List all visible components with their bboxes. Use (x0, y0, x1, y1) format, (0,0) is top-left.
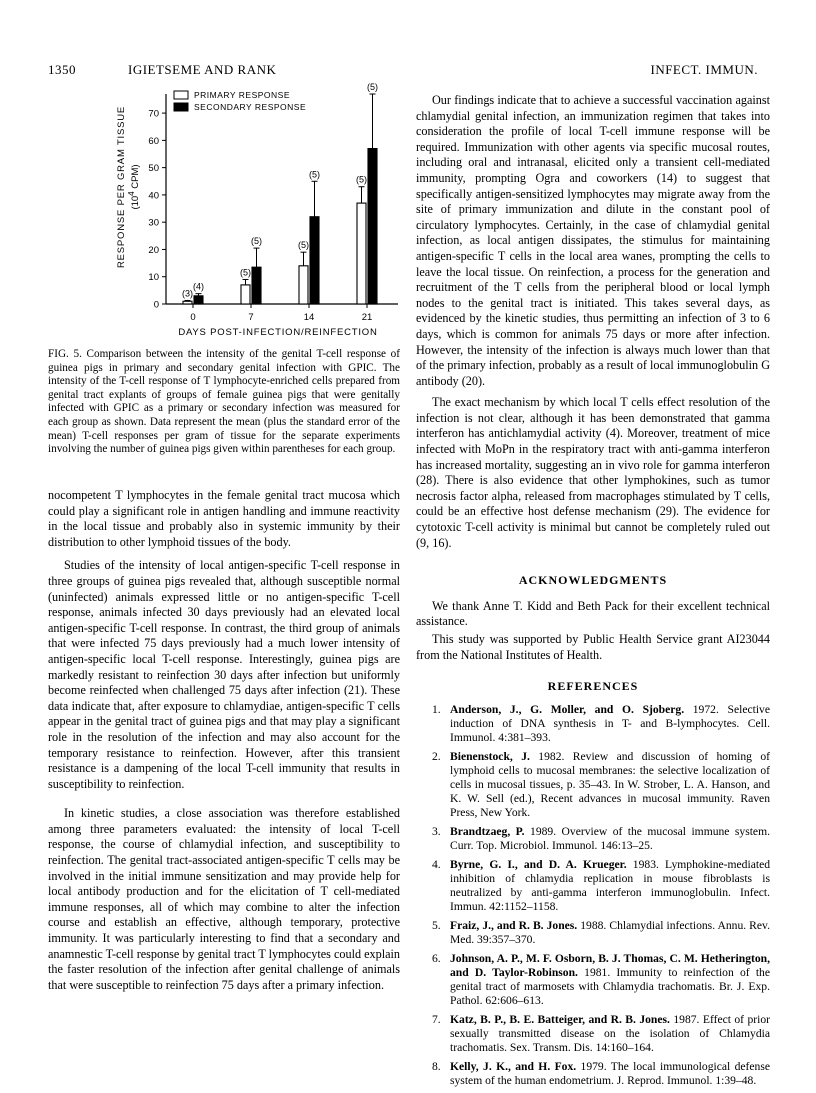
left-paragraph-1: nocompetent T lymphocytes in the female genital tract mucosa which could play a significant role in antigen handling and immune reactivity in the local tissue and probably also in systemic immunity by their distribution to other lymphoid tissues of the body. (48, 488, 400, 549)
bar-secondary-day-0 (194, 296, 203, 304)
y-tick-label: 20 (148, 244, 159, 256)
right-paragraph-1: Our findings indicate that to achieve a successful vaccination against chlamydial genital infection, an immunization regimen that takes into consideration the profile of local T-cell immune response will be required. Immunization with other agents via specific mucosal routes, including oral and intranasal, elicited only a transient cell-mediated immunity, prompting Ogra and coworkers (14) to suggest that specifically antigen-sensitized lymphocytes may migrate away from the site of primary immunization and dilute in the constant pool of circulatory lymphocytes. Certainly, in the case of chlamydial genital infection, as local antigen dissipates, the stimulus for maintaining antigen-specific T cells in the local area wanes, prompting the cells to leave the local tissue. On reinfection, a process for the generation and recruitment of the T cells from the peripheral blood or local lymph nodes to the genital tract is initiated. This takes several days, as evidenced by the kinetic studies, thus permitting an infection of 3 to 6 days, which is common for animals 75 days or more after infection. However, the intensity of the infection is always much lower than that of the primary infection, probably as a result of local immunoglobulin G antibody (20). (416, 93, 770, 388)
reference-item: 4. Byrne, G. I., and D. A. Krueger. 1983. Lymphokine-mediated inhibition of chlamydia replication in mouse fibroblasts is neutralized by anti-gamma interferon immunoglobulin. Infect. Immun. 42:1152–1158. (432, 857, 771, 913)
left-column (48, 488, 400, 993)
left-paragraph-2: Studies of the intensity of local antigen-specific T-cell response in three groups of guinea pigs revealed that, although susceptible normal (uninfected) animals expressed little or no antigen-specific T-cell response, animals infected 30 days previously had an elevated local antigen-specific T-cell response. In contrast, the third group of animals that were infected 75 days previously had a much lower intensity of antigen-specific local T-cell response. Interestingly, guinea pigs are markedly resistant to reinfection 30 days after infection but uniformly become reinfected when challenged 75 days after infection (21). These data indicate that, after exposure to chlamydiae, antigen-specific T cells appear in the genital tract of guinea pigs and that may play a significant role in the resolution of the infection and may also account for the temporary resistance to reinfection. However, after this transient resistance is a dampening of the local T-cell immunity that results in susceptibility to reinfection. (48, 558, 400, 791)
bar-primary-day-0 (183, 301, 192, 304)
bar-primary-day-7 (241, 285, 250, 304)
reference-item: 5. Fraiz, J., and R. B. Jones. 1988. Chlamydial infections. Annu. Rev. Med. 39:357–370. (432, 918, 770, 946)
legend-label-secondary: SECONDARY RESPONSE (194, 102, 307, 112)
y-tick-label: 0 (153, 299, 159, 311)
y-tick-label: 50 (148, 163, 159, 175)
legend-swatch-primary (174, 91, 188, 99)
figure-caption: FIG. 5. Comparison between the intensity of the genital T-cell response of guinea pigs in primary and secondary genital infection with GPIC. The intensity of the T-cell response of T lymphocyte-enriched cells prepared from genital tract explants of groups of female guinea pigs that were genitally infected with GPIC as a primary or secondary infection was measured for each group as shown. Data represent the mean (plus the standard error of the mean) T-cell responses per gram of tissue for the separate experiments involving the number of guinea pigs given within parentheses for each group. (48, 348, 400, 456)
bar-primary-day-14 (299, 266, 308, 304)
group-size-label: (5) (298, 240, 309, 251)
figure-caption-block (48, 348, 400, 457)
y-tick-label: 40 (148, 190, 159, 202)
group-size-label: (5) (251, 236, 262, 247)
right-column (416, 93, 770, 1093)
references-heading: REFERENCES (547, 679, 639, 694)
acknowledgments-text-1: We thank Anne T. Kidd and Beth Pack for their excellent technical assistance. (416, 598, 770, 629)
reference-list (416, 703, 770, 1088)
x-axis-label: DAYS POST-INFECTION/REINFECTION (178, 327, 378, 338)
y-tick-label: 10 (148, 272, 159, 284)
y-tick-label: 30 (148, 217, 159, 229)
page-number: 1350 (48, 62, 76, 77)
legend-swatch-secondary (174, 103, 188, 111)
running-head-authors: IGIETSEME AND RANK (128, 62, 277, 77)
bar-secondary-day-14 (310, 217, 319, 304)
group-size-label: (5) (367, 82, 378, 92)
running-head-journal: INFECT. IMMUN. (650, 62, 758, 77)
group-size-label: (4) (193, 281, 204, 292)
right-paragraph-2: The exact mechanism by which local T cells effect resolution of the infection is not clear, although it has been demonstrated that gamma interferon has antichlamydial activity (4). Moreover, treatment of mice infected with MoPn in the respiratory tract with anti-gamma interferon has increased mortality, suggesting an in vivo role for gamma interferon (28). There is also evidence that other lymphokines, such as tumor necrosis factor alpha, released from macrophages stimulated by T cells, could be an effective host defense mechanism (29). The evidence for cytotoxic T-cell activity is minimal but cannot be completely ruled out (9, 16). (416, 395, 770, 550)
y-tick-label: 60 (148, 135, 159, 147)
acknowledgments-text-2: This study was supported by Public Health Service grant AI23044 from the National Institutes of Health. (416, 632, 770, 662)
reference-item: 7. Katz, B. P., B. E. Batteiger, and R. B. Jones. 1987. Effect of prior sexually transmitted disease on the isolation of Chlamydia trachomatis. Sex. Transm. Dis. 14:160–164. (432, 1012, 770, 1054)
y-axis-label: RESPONSE PER GRAM TISSUE (116, 105, 127, 269)
group-size-label: (5) (356, 174, 367, 185)
left-paragraph-3: In kinetic studies, a close association was therefore established among three parameters evaluated: the intensity of local T-cell response, the course of chlamydial infection, and susceptibility to reinfection. The genital tract-associated antigen-specific T cells may be involved in the initial immune sensitization and may provide help for local antibody production and for the elicitation of T cell-mediated immune responses, all of which may combine to alter the infection course and establish an effective, although temporary, protective immunity. It was particularly interesting to find that a secondary and anamnestic T-cell response by genital tract T lymphocytes could explain the faster resolution of the infection after genital challenge of animals that were susceptible to reinfection 75 days after a primary infection. (48, 806, 400, 992)
bar-primary-day-21 (357, 203, 366, 304)
reference-item: 8. Kelly, J. K., and H. Fox. 1979. The local immunological defense system of the human endometrium. J. Reprod. Immunol. 1:39–48. (432, 1059, 770, 1087)
acknowledgments-heading: ACKNOWLEDGMENTS (518, 573, 668, 588)
bar-secondary-day-21 (368, 149, 377, 304)
reference-item: 1. Anderson, J., G. Moller, and O. Sjoberg. 1972. Selective induction of DNA synthesis in T- and B-lymphocytes. Cell. Immunol. 4:381–393. (432, 702, 770, 744)
x-tick-label: 0 (190, 312, 196, 323)
group-size-label: (3) (182, 288, 193, 299)
x-tick-label: 14 (303, 312, 315, 323)
y-tick-label: 70 (148, 108, 159, 120)
x-tick-label: 21 (361, 312, 373, 323)
y-axis-units-label: ($10^4$ CPM) (127, 164, 141, 210)
group-size-label: (5) (240, 267, 251, 278)
bar-secondary-day-7 (252, 267, 261, 304)
x-tick-label: 7 (248, 312, 254, 323)
group-size-label: (5) (309, 169, 320, 180)
figure-5-chart (108, 82, 426, 338)
legend-label-primary: PRIMARY RESPONSE (194, 90, 291, 100)
reference-item: 3. Brandtzaeg, P. 1989. Overview of the mucosal immune system. Curr. Top. Microbiol. Immunol. 146:13–25. (432, 824, 770, 852)
reference-item: 6. Johnson, A. P., M. F. Osborn, B. J. Thomas, C. M. Hetherington, and D. Taylor-Robinson. 1981. Immunity to reinfection of the genital tract of marmosets with Chlamydia trachomatis. Br. J. Exp. Pathol. 62:606–613. (432, 951, 770, 1007)
reference-item: 2. Bienenstock, J. 1982. Review and discussion of homing of lymphoid cells to mucosal membranes: the selective localization of cells in mucosal tissues, p. 35–43. In W. Strober, L. A. Hanson, and K. W. Sell (ed.), Recent advances in mucosal immunity. Raven Press, New York. (432, 749, 770, 819)
